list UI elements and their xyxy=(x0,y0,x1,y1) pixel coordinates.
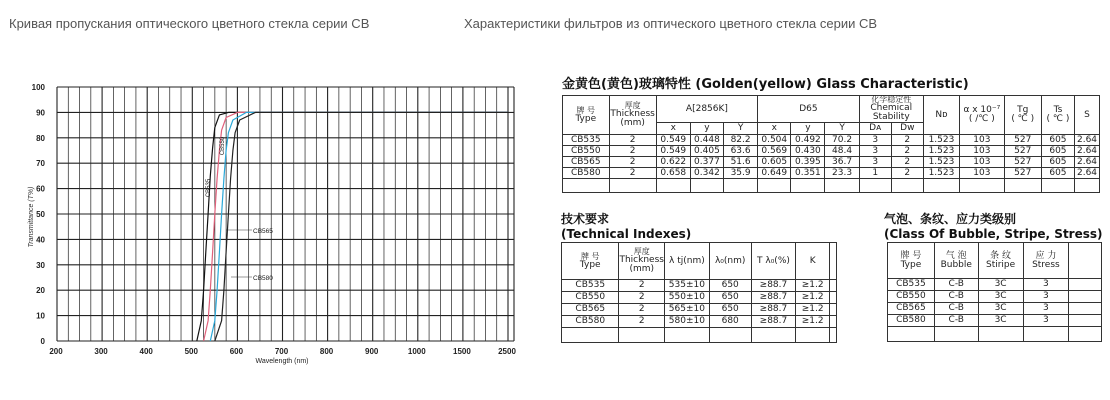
table-cell: 36.7 xyxy=(825,157,859,168)
header-ts: Ts ( ℃ ) xyxy=(1041,96,1074,135)
empty-cell xyxy=(796,328,830,343)
table-cell: ≥88.7 xyxy=(751,280,796,292)
table-cell: 2 xyxy=(619,292,664,304)
table-cell: 51.6 xyxy=(724,157,758,168)
table-cell: 0.549 xyxy=(656,146,690,157)
table-cell: 0.504 xyxy=(758,135,791,146)
table-cell: 0.569 xyxy=(758,146,791,157)
empty-cell xyxy=(690,179,723,193)
empty-cell xyxy=(656,179,690,193)
header-lambda-0: λ₀(nm) xyxy=(709,243,751,280)
header-empty xyxy=(830,243,837,280)
header-a-x: x xyxy=(656,123,690,135)
empty-cell xyxy=(923,179,959,193)
table-cell: 1.523 xyxy=(923,146,959,157)
y-tick-label: 30 xyxy=(36,260,45,270)
empty-cell xyxy=(1023,327,1069,342)
y-axis-label: Transmittance (T%) xyxy=(28,186,35,248)
header-t-lambda-0: T λ₀(%) xyxy=(751,243,796,280)
table-cell: 2 xyxy=(619,304,664,316)
empty-cell xyxy=(934,327,978,342)
table-cell: 580±10 xyxy=(664,316,709,328)
header-d65: D65 xyxy=(758,96,859,123)
table-cell: ≥88.7 xyxy=(751,316,796,328)
empty-cell xyxy=(830,328,837,343)
curve-label-cb535: CB535 xyxy=(206,178,212,198)
header-bubble: 气 泡 Bubble xyxy=(934,243,978,279)
table-cell: 2 xyxy=(891,146,923,157)
table-cell: C-B xyxy=(934,291,978,303)
table-cell: 0.351 xyxy=(791,168,825,179)
x-tick-label: 600 xyxy=(229,347,244,356)
table-cell: 2 xyxy=(609,168,656,179)
table-cell: 3 xyxy=(1023,303,1069,315)
empty-cell xyxy=(830,292,837,304)
blank-row xyxy=(562,328,837,343)
header-a-Y: Y xyxy=(724,123,758,135)
bubble-class-section xyxy=(884,210,1103,342)
empty-cell xyxy=(1069,303,1102,315)
x-tick-label: 500 xyxy=(184,347,198,356)
table-cell: 605 xyxy=(1041,146,1074,157)
transmittance-chart xyxy=(0,70,540,380)
table-cell: 0.448 xyxy=(690,135,723,146)
header-nd: Nᴅ xyxy=(923,96,959,135)
bubble-rows xyxy=(888,279,1102,342)
table-cell: ≥1.2 xyxy=(796,292,830,304)
golden-glass-title: 金黄色(黄色)玻璃特性 (Golden(yellow) Glass Characteristic) xyxy=(562,77,969,92)
chart-section-title: Кривая пропускания оптического цветного стекла серии CB xyxy=(9,16,370,31)
table-cell: 527 xyxy=(1004,135,1041,146)
table-cell: CB580 xyxy=(888,315,935,327)
table-cell: 0.649 xyxy=(758,168,791,179)
table-cell: 23.3 xyxy=(825,168,859,179)
empty-cell xyxy=(1069,315,1102,327)
table-cell: 103 xyxy=(960,135,1005,146)
table-row xyxy=(562,304,837,316)
table-row xyxy=(563,146,1100,157)
technical-indexes-section xyxy=(561,210,837,343)
y-tick-label: 90 xyxy=(36,108,45,118)
empty-cell xyxy=(1041,179,1074,193)
golden-glass-rows xyxy=(563,135,1100,193)
y-tick-label: 70 xyxy=(36,159,45,169)
table-cell: 2 xyxy=(891,168,923,179)
header-a-y: y xyxy=(690,123,723,135)
table-cell: 48.4 xyxy=(825,146,859,157)
table-cell: 680 xyxy=(709,316,751,328)
table-cell: 2 xyxy=(891,157,923,168)
table-row xyxy=(562,316,837,328)
golden-glass-section xyxy=(562,73,1100,193)
curve-label-cb580: CB580 xyxy=(253,275,273,282)
empty-cell xyxy=(751,328,796,343)
y-tick-label: 50 xyxy=(36,210,45,219)
table-cell: 103 xyxy=(960,168,1005,179)
table-cell: 0.658 xyxy=(656,168,690,179)
x-tick-label: 300 xyxy=(94,347,108,356)
table-cell: 535±10 xyxy=(664,280,709,292)
table-cell: CB535 xyxy=(563,135,610,146)
table-cell: CB550 xyxy=(888,291,935,303)
table-row xyxy=(563,157,1100,168)
table-row xyxy=(563,168,1100,179)
table-cell: CB550 xyxy=(563,146,610,157)
filter-spec-section-title: Характеристики фильтров из оптического цветного стекла серии CB xyxy=(464,16,878,31)
table-row xyxy=(888,279,1102,291)
table-cell: CB550 xyxy=(562,292,619,304)
table-cell: 103 xyxy=(960,146,1005,157)
table-cell: 550±10 xyxy=(664,292,709,304)
x-axis-label: Wavelength (nm) xyxy=(255,358,309,365)
table-cell: 650 xyxy=(709,292,751,304)
table-cell: 0.622 xyxy=(656,157,690,168)
y-tick-label: 20 xyxy=(36,286,45,296)
y-tick-label: 0 xyxy=(40,337,45,346)
header-da: Dᴀ xyxy=(859,123,891,135)
table-cell: 0.342 xyxy=(690,168,723,179)
table-cell: 3C xyxy=(978,279,1023,291)
table-cell: 605 xyxy=(1041,135,1074,146)
empty-cell xyxy=(1069,279,1102,291)
table-row xyxy=(888,291,1102,303)
table-cell: 1 xyxy=(859,168,891,179)
y-tick-label: 80 xyxy=(36,133,45,143)
header-dw: Dᴡ xyxy=(891,123,923,135)
header-thickness: 厚度 Thickness (mm) xyxy=(619,243,664,280)
table-cell: 2 xyxy=(619,316,664,328)
empty-cell xyxy=(791,179,825,193)
empty-cell xyxy=(758,179,791,193)
table-cell: 650 xyxy=(709,280,751,292)
table-cell: 2 xyxy=(619,280,664,292)
table-cell: 82.2 xyxy=(724,135,758,146)
empty-cell xyxy=(563,179,610,193)
x-tick-label: 2500 xyxy=(498,347,516,356)
table-cell: 527 xyxy=(1004,157,1041,168)
table-cell: C-B xyxy=(934,303,978,315)
table-cell: 527 xyxy=(1004,168,1041,179)
empty-cell xyxy=(830,304,837,316)
table-cell: 0.395 xyxy=(791,157,825,168)
table-cell: CB565 xyxy=(888,303,935,315)
technical-title-cn: 技术要求 xyxy=(561,212,610,226)
table-cell: CB580 xyxy=(562,316,619,328)
table-cell: 3 xyxy=(859,146,891,157)
table-cell: ≥88.7 xyxy=(751,304,796,316)
table-cell: 2 xyxy=(609,135,656,146)
empty-cell xyxy=(960,179,1005,193)
golden-glass-table xyxy=(562,95,1100,193)
table-cell: CB535 xyxy=(562,280,619,292)
x-tick-label: 700 xyxy=(274,347,289,356)
header-chemical-stability: 化学稳定性 Chemical Stability xyxy=(859,96,923,123)
table-cell: 605 xyxy=(1041,157,1074,168)
table-cell: CB535 xyxy=(888,279,935,291)
table-cell: 2.64 xyxy=(1075,135,1100,146)
empty-cell xyxy=(724,179,758,193)
empty-cell xyxy=(830,280,837,292)
header-thickness: 厚度 Thickness (mm) xyxy=(609,96,656,135)
table-cell: 70.2 xyxy=(825,135,859,146)
table-cell: CB565 xyxy=(562,304,619,316)
table-cell: ≥1.2 xyxy=(796,280,830,292)
empty-cell xyxy=(859,179,891,193)
empty-cell xyxy=(830,316,837,328)
curve-cb535 xyxy=(197,112,508,341)
x-tick-label: 1000 xyxy=(407,347,426,356)
table-cell: 0.549 xyxy=(656,135,690,146)
empty-cell xyxy=(619,328,664,343)
table-cell: 0.492 xyxy=(791,135,825,146)
technical-indexes-table xyxy=(561,242,837,343)
header-type: 牌 号 Type xyxy=(562,243,619,280)
empty-cell xyxy=(664,328,709,343)
table-cell: 2.64 xyxy=(1075,157,1100,168)
table-cell: 3 xyxy=(859,135,891,146)
table-cell: ≥1.2 xyxy=(796,304,830,316)
y-tick-label: 10 xyxy=(36,311,45,321)
blank-row xyxy=(563,179,1100,193)
empty-cell xyxy=(609,179,656,193)
table-cell: 3 xyxy=(1023,279,1069,291)
table-cell: 63.6 xyxy=(724,146,758,157)
empty-cell xyxy=(888,327,935,342)
header-lambda-tj: λ tj(nm) xyxy=(664,243,709,280)
table-cell: 0.605 xyxy=(758,157,791,168)
table-cell: 3C xyxy=(978,291,1023,303)
x-tick-label: 1500 xyxy=(453,347,471,356)
table-row xyxy=(888,303,1102,315)
table-cell: 2 xyxy=(891,135,923,146)
table-cell: 1.523 xyxy=(923,135,959,146)
table-cell: 1.523 xyxy=(923,168,959,179)
header-s: S xyxy=(1075,96,1100,135)
table-cell: 0.405 xyxy=(690,146,723,157)
table-cell: 3 xyxy=(1023,315,1069,327)
header-k: K xyxy=(796,243,830,280)
header-alpha: α x 10⁻⁷ ( /℃ ) xyxy=(960,96,1005,135)
header-stripe: 条 纹 Stiripe xyxy=(978,243,1023,279)
empty-cell xyxy=(709,328,751,343)
table-cell: 2.64 xyxy=(1075,146,1100,157)
table-cell: CB565 xyxy=(563,157,610,168)
table-cell: 2 xyxy=(609,146,656,157)
curve-labels xyxy=(206,136,273,282)
y-tick-label: 40 xyxy=(36,235,45,245)
empty-cell xyxy=(1075,179,1100,193)
table-row xyxy=(562,280,837,292)
table-cell: 565±10 xyxy=(664,304,709,316)
table-cell: 527 xyxy=(1004,146,1041,157)
empty-cell xyxy=(1069,291,1102,303)
table-cell: 103 xyxy=(960,157,1005,168)
bubble-class-table xyxy=(887,242,1102,342)
table-cell: 0.377 xyxy=(690,157,723,168)
table-cell: C-B xyxy=(934,315,978,327)
curve-cb550 xyxy=(204,112,508,341)
header-d-Y: Y xyxy=(825,123,859,135)
table-cell: 3 xyxy=(1023,291,1069,303)
table-row xyxy=(888,315,1102,327)
empty-cell xyxy=(1069,327,1102,342)
x-tick-label: 900 xyxy=(365,347,379,356)
x-tick-label: 200 xyxy=(49,347,63,356)
header-type: 牌 号 Type xyxy=(563,96,610,135)
curve-label-cb565: CB565 xyxy=(253,228,273,235)
curve-label-cb550: CB550 xyxy=(220,136,226,156)
table-cell: 3 xyxy=(859,157,891,168)
table-cell: 605 xyxy=(1041,168,1074,179)
table-cell: ≥1.2 xyxy=(796,316,830,328)
bubble-title-en: (Class Of Bubble, Stripe, Stress) xyxy=(884,227,1103,241)
technical-title-en: (Technical Indexes) xyxy=(561,227,692,241)
table-cell: ≥88.7 xyxy=(751,292,796,304)
table-cell: 3C xyxy=(978,303,1023,315)
x-axis-ticks xyxy=(49,347,516,356)
header-empty xyxy=(1069,243,1102,279)
table-cell: 2 xyxy=(609,157,656,168)
chart-grid xyxy=(57,87,514,341)
table-cell: 0.430 xyxy=(791,146,825,157)
header-stress: 应 力 Stress xyxy=(1023,243,1069,279)
header-d-x: x xyxy=(758,123,791,135)
header-tg: Tg ( ℃ ) xyxy=(1004,96,1041,135)
table-row xyxy=(563,135,1100,146)
y-tick-label: 100 xyxy=(31,83,45,92)
x-tick-label: 800 xyxy=(319,347,334,356)
empty-cell xyxy=(1004,179,1041,193)
y-tick-label: 60 xyxy=(36,184,45,194)
empty-cell xyxy=(891,179,923,193)
table-cell: 1.523 xyxy=(923,157,959,168)
technical-rows xyxy=(562,280,837,343)
blank-row xyxy=(888,327,1102,342)
table-cell: 35.9 xyxy=(724,168,758,179)
table-cell: 2.64 xyxy=(1075,168,1100,179)
table-cell: 3C xyxy=(978,315,1023,327)
table-cell: 650 xyxy=(709,304,751,316)
x-tick-label: 400 xyxy=(139,347,153,356)
bubble-title-cn: 气泡、条纹、应力类级别 xyxy=(884,212,1017,226)
chart-curves xyxy=(197,112,508,341)
empty-cell xyxy=(562,328,619,343)
empty-cell xyxy=(825,179,859,193)
empty-cell xyxy=(978,327,1023,342)
header-d-y: y xyxy=(791,123,825,135)
table-cell: C-B xyxy=(934,279,978,291)
table-cell: CB580 xyxy=(563,168,610,179)
header-type: 牌 号 Type xyxy=(888,243,935,279)
header-a2856k: A[2856K] xyxy=(656,96,757,123)
table-row xyxy=(562,292,837,304)
